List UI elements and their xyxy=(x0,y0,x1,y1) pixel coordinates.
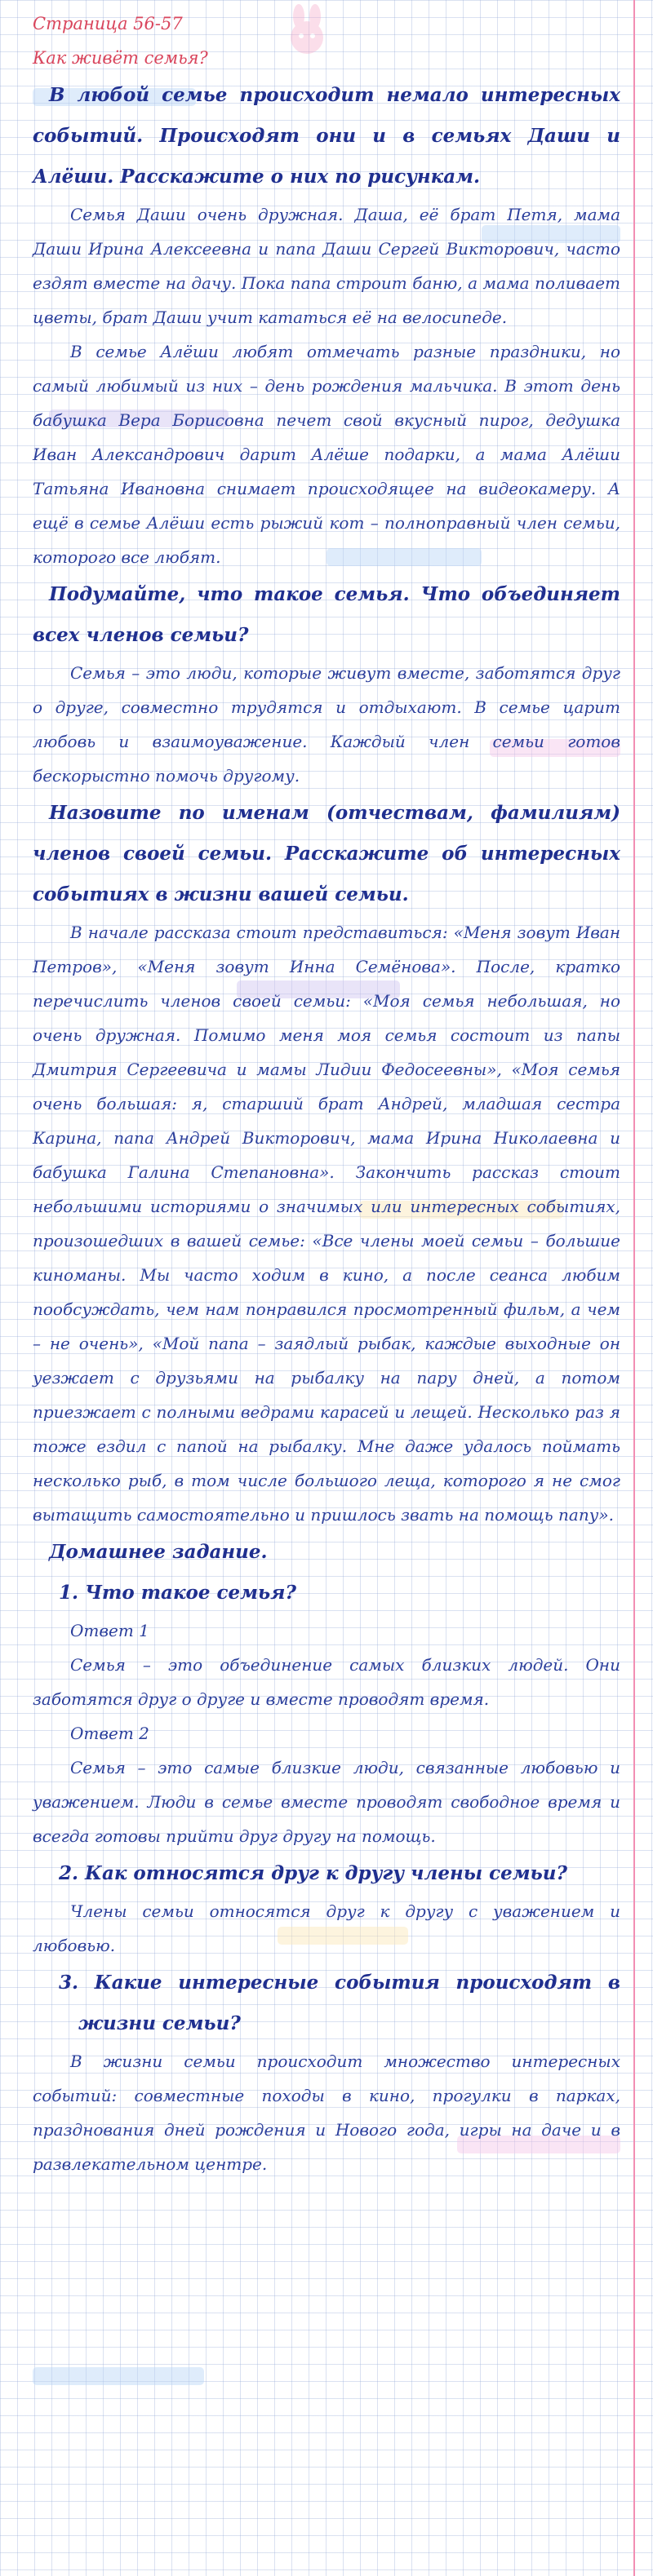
answer-text: Семья – это объединение самых близких людей. Они заботятся друг о друге и вместе проводят время. xyxy=(33,1655,620,1709)
task-question: Назовите по именам (отчествам, фамилиям) членов своей семьи. Расскажите об интересных событиях в жизни вашей семьи. xyxy=(33,802,620,905)
task-question: Подумайте, что такое семья. Что объединяет всех членов семьи? xyxy=(33,583,620,646)
task-question: В любой семье происходит немало интересных событий. Происходят они и в семьях Даши и Алёши. Расскажите о них по рисункам. xyxy=(33,84,620,188)
page-reference: Страница 56-57 xyxy=(33,14,183,33)
task-question: 1. Что такое семья? xyxy=(59,1582,296,1604)
answer-text: В жизни семьи происходит множество интересных событий: совместные походы в кино, прогулки в парках, празднования дней рождения и Нового года, игры на даче и в развлекательном центре. xyxy=(33,2052,620,2174)
task-question: 3. Какие интересные события происходят в жизни семьи? xyxy=(59,1972,620,2034)
lesson-title: Как живёт семья? xyxy=(33,48,208,68)
answer-label: Ответ 2 xyxy=(70,1724,149,1743)
answer-label: Ответ 1 xyxy=(70,1621,149,1640)
answer-text: Члены семьи относятся друг к другу с уважением и любовью. xyxy=(33,1901,620,1955)
answer-text: В начале рассказа стоит представиться: «Меня зовут Иван Петров», «Меня зовут Инна Семёнова». После, кратко перечислить членов своей семьи: «Моя семья небольшая, но очень дружная. Помимо меня моя семья состоит из папы Дмитрия Сергеевича и мамы Лидии Федосеевны», «Моя семья очень большая: я, старший брат Андрей, младшая сестра Карина, папа Андрей Викторович, мама Ирина Николаевна и бабушка Галина Степановна». Закончить рассказ стоит небольшими историями о значимых или интересных событиях, произошедших в вашей семье: «Все члены моей семьи – большие киноманы. Мы часто ходим в кино, а после сеанса любим пообсуждать, чем нам понравился просмотренный фильм, а чем – не очень», «Мой папа – заядлый рыбак, каждые выходные он уезжает с друзьями на рыбалку на пару дней, а потом приезжает с полными ведрами карасей и лещей. Несколько раз я тоже ездил с папой на рыбалку. Мне даже удалось поймать несколько рыб, в том числе большого леща, которого я не смог вытащить самостоятельно и пришлось звать на помощь папу». xyxy=(33,923,620,1525)
answer-text: Семья – это самые близкие люди, связанные любовью и уважением. Люди в семье вместе проводят свободное время и всегда готовы прийти друг другу на помощь. xyxy=(33,1758,620,1846)
content-blocks xyxy=(33,75,620,2181)
answer-text: Семья – это люди, которые живут вместе, заботятся друг о друге, совместно трудятся и отдыхают. В семье царит любовь и взаимоуважение. Каждый член семьи готов бескорыстно помочь другому. xyxy=(33,663,620,786)
task-question: Домашнее задание. xyxy=(49,1541,268,1563)
answer-text: В семье Алёши любят отмечать разные праздники, но самый любимый из них – день рождения мальчика. В этот день бабушка Вера Борисовна печет свой вкусный пирог, дедушка Иван Александрович дарит Алёше подарки, а мама Алёши Татьяна Ивановна снимает происходящее на видеокамеру. А ещё в семье Алёши есть рыжий кот – полноправный член семьи, которого все любят. xyxy=(33,342,620,567)
task-question: 2. Как относятся друг к другу члены семьи? xyxy=(59,1862,568,1884)
answer-text: Семья Даши очень дружная. Даша, её брат Петя, мама Даши Ирина Алексеевна и папа Даши Сергей Викторович, часто ездят вместе на дачу. Пока папа строит баню, а мама поливает цветы, брат Даши учит кататься её на велосипеде. xyxy=(33,205,620,327)
